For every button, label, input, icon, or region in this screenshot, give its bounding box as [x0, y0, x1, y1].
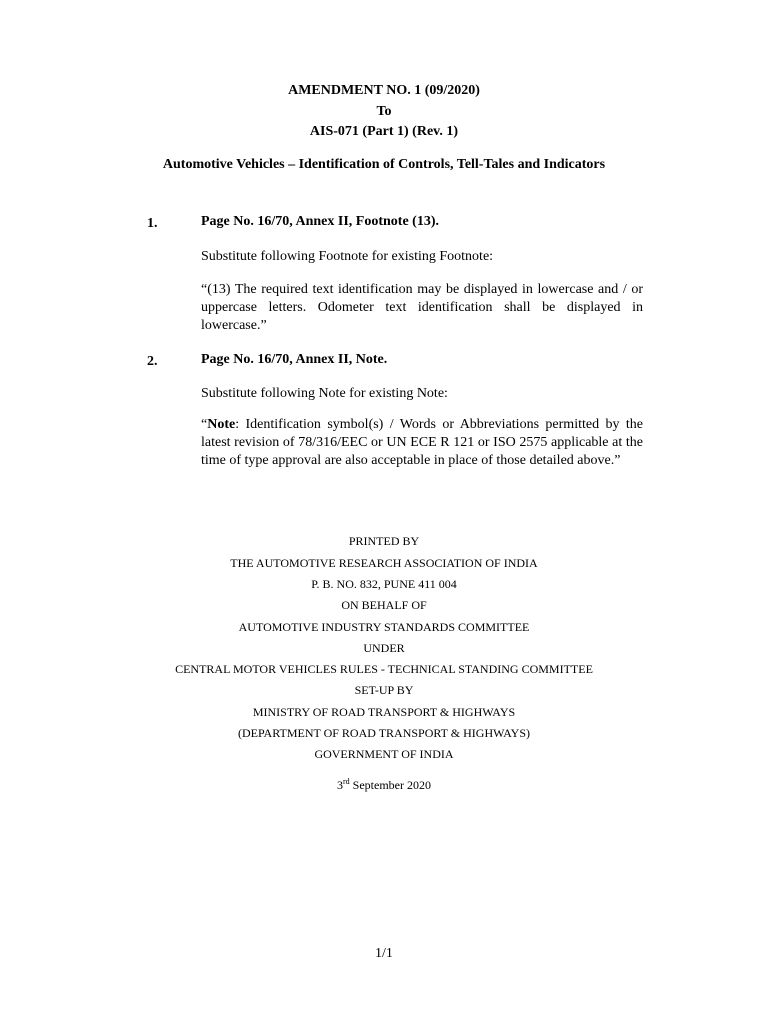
date-rest: September 2020 [349, 778, 431, 792]
footer-line-government: GOVERNMENT OF INDIA [314, 747, 454, 761]
item-2-open-quote: “ [201, 417, 208, 432]
item-1-number: 1. [147, 216, 158, 231]
footer-line-printed-by: PRINTED BY [348, 534, 420, 548]
item-2-note-label: Note [207, 417, 236, 432]
date-day: 3 [337, 778, 343, 792]
page-number: 1/1 [375, 946, 393, 961]
item-1-text: “(13) The required text identification may be displayed in lowercase and / or uppercase letters. Odometer text identification shall be displayed in lowercase.” [201, 282, 643, 333]
footer-line-on-behalf: ON BEHALF OF [341, 598, 427, 612]
publication-date [0, 778, 768, 793]
item-2-number: 2. [147, 354, 158, 369]
item-2-instruction: Substitute following Note for existing Note: [201, 386, 448, 401]
date-suffix: rd [343, 777, 350, 786]
footer-line-setup-by: SET-UP BY [354, 683, 414, 697]
document-subject: Automotive Vehicles – Identification of Controls, Tell-Tales and Indicators [162, 157, 606, 172]
footer-line-cmvr: CENTRAL MOTOR VEHICLES RULES - TECHNICAL STANDING COMMITTEE [175, 662, 593, 676]
footer-line-under: UNDER [363, 641, 405, 655]
item-2-text [201, 416, 643, 470]
amendment-to: To [376, 104, 392, 119]
item-2-note-body: : Identification symbol(s) / Words or Abbreviations permitted by the latest revision of 78/316/EEC or UN ECE R 121 or ISO 2575 applicable at the time of type approval are also acceptable in place of those detailed above.” [201, 417, 643, 468]
footer-line-ministry: MINISTRY OF ROAD TRANSPORT & HIGHWAYS [252, 705, 516, 719]
footer-line-committee: AUTOMOTIVE INDUSTRY STANDARDS COMMITTEE [238, 620, 530, 634]
standard-reference: AIS-071 (Part 1) (Rev. 1) [309, 124, 459, 139]
footer-line-arai: THE AUTOMOTIVE RESEARCH ASSOCIATION OF INDIA [230, 556, 538, 570]
item-1-heading: Page No. 16/70, Annex II, Footnote (13). [201, 214, 439, 229]
footer-line-department: (DEPARTMENT OF ROAD TRANSPORT & HIGHWAYS) [237, 726, 531, 740]
item-1-instruction: Substitute following Footnote for existing Footnote: [201, 249, 494, 264]
footer-line-address: P. B. NO. 832, PUNE 411 004 [311, 577, 457, 591]
amendment-title: AMENDMENT NO. 1 (09/2020) [288, 83, 480, 98]
item-2-heading: Page No. 16/70, Annex II, Note. [201, 352, 388, 367]
